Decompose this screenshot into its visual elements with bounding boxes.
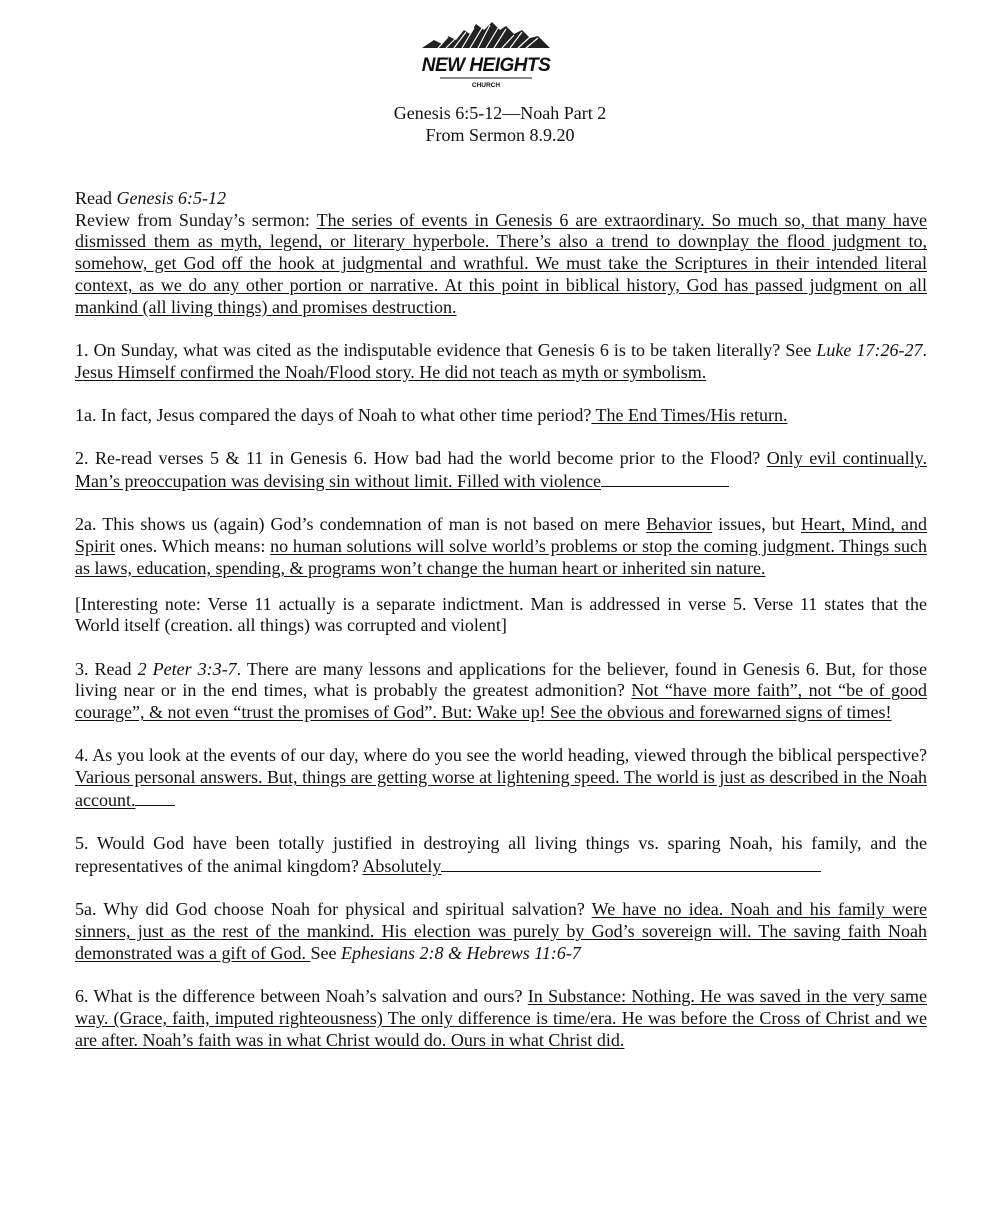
- question-2a-blank-1: Behavior: [646, 514, 713, 535]
- mountain-icon: [422, 22, 550, 48]
- review-label: Review from Sunday’s sermon:: [75, 209, 317, 230]
- church-logo: [418, 18, 554, 92]
- question-1a: [75, 405, 927, 427]
- question-1a-answer: The End Times/His return.: [591, 405, 788, 425]
- question-1-answer: Jesus Himself confirmed the Noah/Flood story. He did not teach as myth or symbolism.: [75, 361, 707, 382]
- question-5a-see: See: [310, 942, 341, 963]
- question-1-reference: Luke 17:26-27: [816, 339, 923, 360]
- page-title: Genesis 6:5-12—Noah Part 2: [393, 103, 607, 123]
- question-5: [75, 833, 927, 877]
- question-2: [75, 448, 927, 492]
- question-6: [75, 986, 927, 1051]
- answer-blank-line: [601, 470, 729, 487]
- question-3: [75, 659, 927, 724]
- question-1: [75, 340, 927, 383]
- read-label: Read: [75, 188, 117, 208]
- question-2a-text-3: ones. Which means:: [115, 536, 271, 557]
- question-5-answer: Absolutely: [362, 855, 442, 876]
- question-2a-text-2: issues, but: [712, 514, 801, 535]
- worksheet-body: [75, 188, 927, 1073]
- question-2-text: 2. Re-read verses 5 & 11 in Genesis 6. How bad had the world become prior to the Flood?: [75, 448, 767, 469]
- question-5a-text: 5a. Why did God choose Noah for physical and spiritual salvation?: [75, 899, 592, 920]
- question-2-answer: Only evil continually. Man’s preoccupation was devising sin without limit. Filled with violence: [75, 448, 927, 492]
- answer-blank-line: [135, 789, 175, 806]
- intro-section: [75, 188, 927, 318]
- question-6-answer: In Substance: Nothing. He was saved in the very same way. (Grace, faith, imputed righteousness) The only difference is time/era. He was before the Cross of Christ and we are after. Noah’s faith was in what Christ would do. Ours in what Christ did.: [75, 986, 927, 1050]
- question-2a-text-1: 2a. This shows us (again) God’s condemnation of man is not based on mere: [75, 514, 647, 535]
- question-6-text: 6. What is the difference between Noah’s salvation and ours?: [75, 986, 528, 1007]
- question-5-text: 5. Would God have been totally justified in destroying all living things vs. sparing Noah, his family, and the representatives of the animal kingdom?: [75, 833, 927, 876]
- question-5a-answer: We have no idea. Noah and his family were sinners, just as the rest of the mankind. His election was purely by God’s sovereign will. The saving faith Noah demonstrated was a gift of God.: [75, 899, 928, 963]
- logo-subtext: CHURCH: [471, 82, 501, 89]
- answer-blank-line: [441, 855, 821, 872]
- logo-wordmark: NEW HEIGHTS: [421, 55, 551, 76]
- question-4-answer: Various personal answers. But, things are getting worse at lightening speed. The world is just as described in the Noah account.: [75, 767, 927, 810]
- review-answer: The series of events in Genesis 6 are extraordinary. So much so, that many have dismissed them as myth, legend, or literary hyperbole. There’s also a trend to downplay the flood judgment to, somehow, get God off the hook at judgmental and wrathful. We must take the Scriptures in their intended literal context, as we do any other portion or narrative. At this point in biblical history, God has passed judgment on all mankind (all living things) and promises destruction.: [75, 209, 927, 317]
- question-5a-references: Ephesians 2:8 & Hebrews 11:6-7: [340, 942, 581, 963]
- page-subtitle: From Sermon 8.9.20: [425, 125, 575, 145]
- question-3-reference: 2 Peter 3:3-7: [137, 658, 237, 679]
- question-3-text-2: . There are many lessons and applications for the believer, found in Genesis 6. But, for those living near or in the end times, what is probably the greatest admonition?: [75, 658, 927, 701]
- question-1-text: 1. On Sunday, what was cited as the indisputable evidence that Genesis 6 is to be taken literally? See: [75, 339, 817, 360]
- question-4-text: 4. As you look at the events of our day, where do you see the world heading, viewed through the biblical perspective?: [75, 745, 927, 766]
- question-2a-blank-2: Heart, Mind, and Spirit: [75, 514, 928, 557]
- question-3-answer: Not “have more faith”, not “be of good courage”, & not even “trust the promises of God”. But: Wake up! See the obvious and forewarned signs of times!: [75, 680, 928, 723]
- interesting-note: [Interesting note: Verse 11 actually is a separate indictment. Man is addressed in verse 5. Verse 11 states that the World itself (creation. all things) was corrupted and violent]: [75, 593, 927, 636]
- question-2a: [75, 514, 927, 579]
- read-reference: Genesis 6:5-12: [116, 188, 226, 208]
- question-5a: [75, 899, 927, 964]
- question-2a-answer: no human solutions will solve world’s problems or stop the coming judgment. Things such as laws, education, spending, & programs won’t change the human heart or inherited sin nature.: [75, 536, 927, 578]
- question-3-text-1: 3. Read: [75, 658, 138, 679]
- question-1a-text: 1a. In fact, Jesus compared the days of Noah to what other time period?: [75, 405, 592, 425]
- question-4: [75, 745, 927, 811]
- question-1-separator: .: [922, 339, 927, 360]
